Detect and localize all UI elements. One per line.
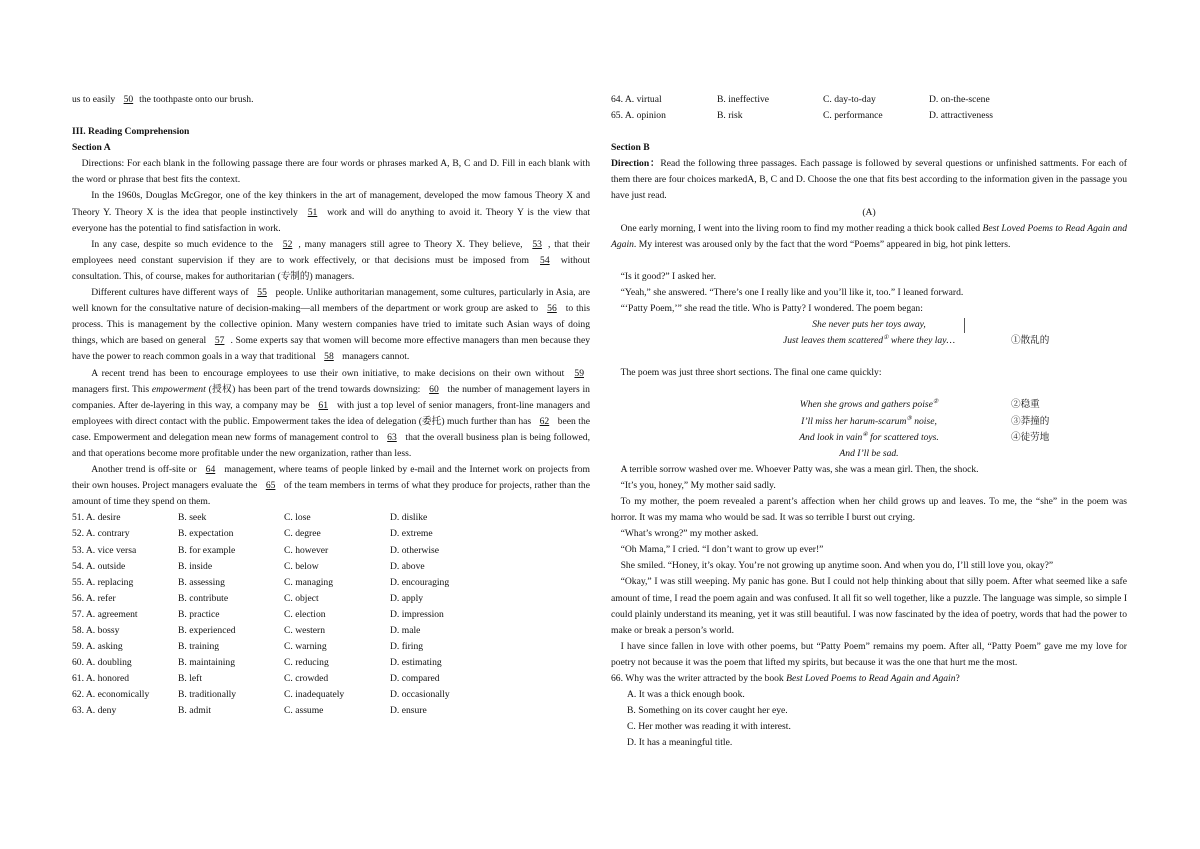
option-row: 59. A. asking B. training C. warning D. firing [72, 641, 424, 653]
options-list-64-65 [611, 92, 1127, 124]
poem-stanza-1 [611, 317, 1127, 349]
story-paragraph: “Okay,” I was still weeping. My panic has gone. But I could not help thinking about that silly poem. After what seemed like a safe amount of time, I read the poem again and was confused. It all fit so well together, like a puzzle. The language was simple, so simple I could plainly understand its meaning, yet it was still beautiful. I was now fascinated by the idea of poetry, words that had the power to make or break a person’s world. [611, 576, 1128, 636]
option-row: 55. A. replacing B. assessing C. managing D. encouraging [72, 576, 450, 588]
option-row: 61. A. honored B. left C. crowded D. compared [72, 673, 440, 685]
poem-line: She never puts her toys away, [611, 317, 1127, 333]
paragraph-2: In any case, despite so much evidence to the 52 , many managers still agree to Theory X. They believe, 53 , that their employees need constant supervision if they are to work effectively, or that decisions must be imposed from 54 without consultation. This, of course, makes for authoritarian (专制的) managers. [72, 238, 591, 282]
question-66: 66. Why was the writer attracted by the book Best Loved Poems to Read Again and Again? [611, 673, 960, 684]
story-paragraph: “Oh Mama,” I cried. “I don’t want to grow up ever!” [620, 544, 824, 556]
paragraph-1: In the 1960s, Douglas McGregor, one of the key thinkers in the art of management, developed the mow famous Theory X and Theory Y. Theory X is the idea that people instinctively 51 work and will do anything to avoid it. Theory Y is the view that everyone has the potential to find satisfaction in work. [72, 190, 591, 234]
paragraph-5: Another trend is off-site or 64 management, where teams of people linked by e-mail and the Internet work on projects from their own houses. Project managers evaluate the 65 of the team members in terms of what they produce for projects, rather than the amount of time they spend on them. [72, 464, 590, 508]
section-b-directions: Direction：Read the following three passages. Each passage is followed by several questions or unfinished sattments. For each of them there are four choices markedA, B, C and D. Choose the one that fits best according to the information given in the passage you have just read. [611, 158, 1127, 202]
option-row: 60. A. doubling B. maintaining C. reducing D. estimating [72, 657, 442, 669]
blank-51: 51 [307, 206, 318, 218]
footnote-3: ③莽撞的 [1011, 415, 1050, 427]
blank-65: 65 [265, 480, 276, 492]
option-row: 54. A. outside B. inside C. below D. above [72, 560, 425, 572]
right-column [611, 92, 1127, 751]
story-paragraph: A terrible sorrow washed over me. Whoever Patty was, she was a mean girl. Then, the shock. [620, 463, 979, 475]
option-row: 51. A. desire B. seek C. lose D. dislike [72, 512, 428, 524]
answer-option: C. Her mother was reading it with interest. [627, 721, 791, 733]
left-column [72, 92, 590, 720]
dialogue-line: “Is it good?” I asked her. [620, 270, 716, 282]
answer-option: D. It has a meaningful title. [627, 737, 733, 749]
poem-line: Just leaves them scattered① where they lay… ①散乱的 [611, 333, 1127, 349]
story-paragraph: “What’s wrong?” my mother asked. [620, 528, 759, 540]
option-row: 57. A. agreement B. practice C. election D. impression [72, 608, 444, 620]
answer-option: B. Something on its cover caught her eye. [627, 705, 788, 717]
paragraph-4: A recent trend has been to encourage employees to use their own initiative, to make decisions on their own without 59 managers first. This empowerment (授权) has been part of the trend towards downsizing: 60 the number of management layers in companies. After de-layering in this way, a company may be 61 with just a top level of senior managers, front-line managers and employees with direct contact with the public. Empowerment takes the idea of delegation (委托) much further than has 62 been the case. Empowerment and delegation mean new forms of management control to 63 that the overall business plan is being followed, and that operations become more profitable under the new organization, rather than less. [72, 367, 591, 459]
story-paragraph: To my mother, the poem revealed a parent’s affection when her child grows up and leaves. To me, the “she” in the poem was horror. It was my mama who would be sad. It was so terrible I burst out crying. [611, 495, 1127, 524]
poem-intro: The poem was just three short sections. The final one came quickly: [620, 367, 882, 379]
answer-option: A. It was a thick enough book. [627, 689, 745, 701]
line-50: us to easily 50 the toothpaste onto our brush. [72, 94, 254, 105]
story-paragraph: I have since fallen in love with other poems, but “Patty Poem” remains my poem. After all, “Patty Poem” gave me my love for poetry not because it was the poem that lifted my spirits, but because it was the one that hurt me the most. [611, 640, 1127, 668]
blank-52: 52 [282, 238, 293, 250]
blank-57: 57 [214, 335, 225, 347]
passage-paragraph: One early morning, I went into the living room to find my mother reading a thick book called Best Loved Poems to Read Again and Again. My interest was aroused only by the fact that the word “Poems” appeared in big, hot pink letters. [611, 222, 1127, 250]
poem-line: I’ll miss her harum-scarum③ noise, ③莽撞的 [611, 414, 1127, 430]
option-row: 52. A. contrary B. expectation C. degree D. extreme [72, 528, 433, 540]
story-paragraph: She smiled. “Honey, it’s okay. You’re not growing up anytime soon. And when you do, I’ll still love you, okay?” [620, 560, 1054, 572]
blank-63: 63 [387, 431, 397, 443]
footnote-4: ④徒劳地 [1011, 431, 1050, 443]
blank-53: 53 [532, 238, 542, 250]
section-title: III. Reading Comprehension [72, 126, 190, 138]
paragraph-3: Different cultures have different ways of 55 people. Unlike authoritarian management, some cultures, particularly in Asia, are well known for the consultative nature of decision-making—all members of the department or work group are asked to 56 to this process. This is management by the collective opinion. Many western companies have tried to imitate such Asian ways of doing things, which are based on general 57 . Some experts say that women will become more effective managers than men because they have the power to reach common goals in a way that traditional 58 managers cannot. [72, 287, 591, 363]
blank-58: 58 [324, 351, 334, 363]
blank-64: 64 [205, 464, 216, 476]
option-row: 62. A. economically B. traditionally C. inadequately D. occasionally [72, 689, 450, 701]
blank-56: 56 [547, 303, 557, 315]
directions: Directions: For each blank in the following passage there are four words or phrases marked A, B, C and D. Fill in each blank with the word or phrase that best fits the context. [72, 158, 590, 186]
blank-55: 55 [257, 287, 267, 299]
option-row: 56. A. refer B. contribute C. object D. apply [72, 592, 424, 604]
passage-label: (A) [862, 206, 876, 218]
poem-line: When she grows and gathers poise② ②稳重 [611, 397, 1127, 413]
option-row: 58. A. bossy B. experienced C. western D. male [72, 625, 421, 636]
footnote-1: ①散乱的 [1011, 335, 1050, 347]
blank-54: 54 [540, 254, 550, 266]
dialogue-line: “‘Patty Poem,’” she read the title. Who is Patty? I wondered. The poem began: [620, 303, 923, 315]
blank-60: 60 [429, 383, 439, 395]
story-paragraph: “It’s you, honey,” My mother said sadly. [620, 479, 776, 491]
options-list-51-63 [72, 510, 590, 719]
blank-62: 62 [539, 415, 550, 427]
blank-61: 61 [318, 399, 329, 411]
poem-line: And I’ll be sad. [839, 447, 899, 459]
poem-margin-line [964, 318, 965, 333]
option-row: 65. A. opinion B. risk C. performance D. attractiveness [611, 110, 993, 122]
option-row: 53. A. vice versa B. for example C. however D. otherwise [72, 544, 440, 556]
section-a-heading: Section A [72, 142, 111, 154]
footnote-2: ②稳重 [1011, 399, 1040, 411]
option-row: 64. A. virtual B. ineffective C. day-to-day D. on-the-scene [611, 94, 990, 105]
section-b-heading: Section B [611, 142, 650, 154]
blank-59: 59 [574, 367, 584, 379]
poem-stanza-final [611, 397, 1127, 461]
dialogue-line: “Yeah,” she answered. “There’s one I really like and you’ll like it, too.” I leaned forward. [620, 286, 964, 298]
poem-line: And look in vain④ for scattered toys. ④徒劳地 [611, 430, 1127, 446]
blank-50: 50 [123, 94, 134, 105]
option-row: 63. A. deny B. admit C. assume D. ensure [72, 705, 427, 717]
